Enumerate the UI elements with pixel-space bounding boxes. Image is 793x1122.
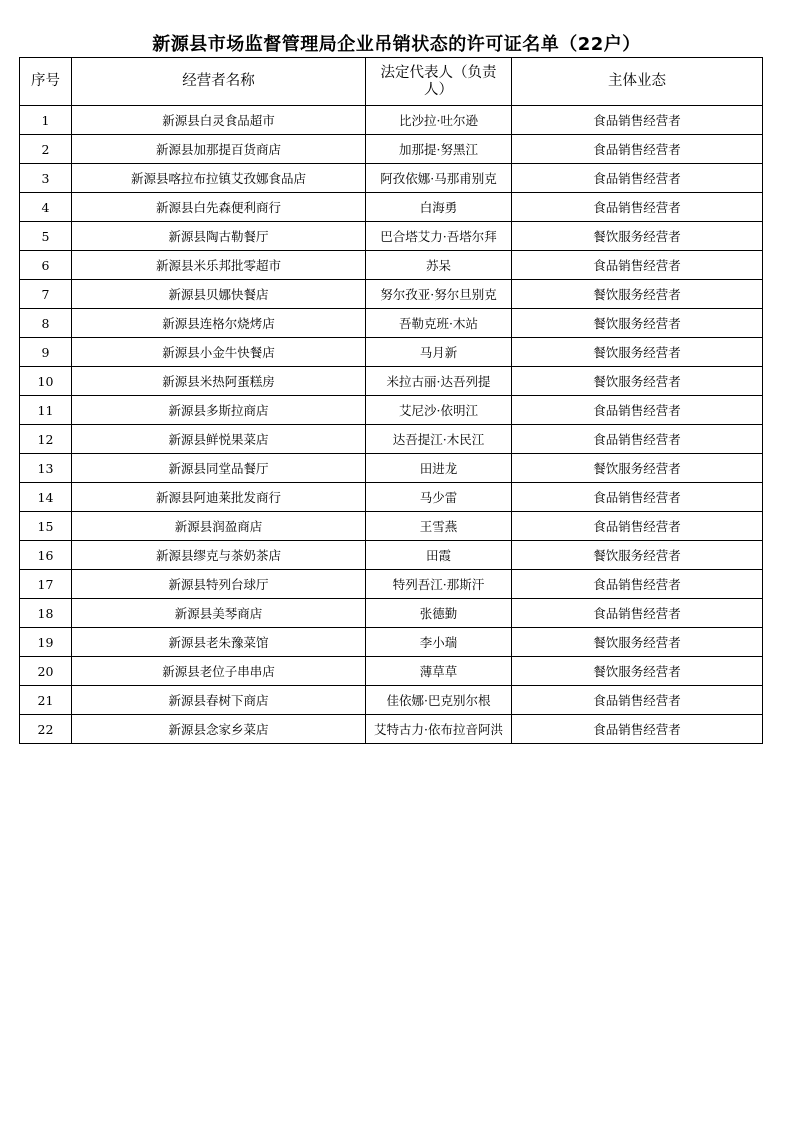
column-header-legal-representative: 法定代表人（负责人） bbox=[366, 58, 512, 106]
business-type-cell: 食品销售经营者 bbox=[512, 251, 763, 280]
business-type-cell: 餐饮服务经营者 bbox=[512, 309, 763, 338]
business-type-cell: 食品销售经营者 bbox=[512, 570, 763, 599]
row-index-cell: 8 bbox=[20, 309, 72, 338]
table-row bbox=[20, 657, 763, 686]
row-index-cell: 1 bbox=[20, 106, 72, 135]
legal-representative-cell: 王雪燕 bbox=[366, 512, 512, 541]
row-index-cell: 22 bbox=[20, 715, 72, 744]
row-index-cell: 4 bbox=[20, 193, 72, 222]
legal-representative-cell: 马少雷 bbox=[366, 483, 512, 512]
business-type-cell: 食品销售经营者 bbox=[512, 193, 763, 222]
business-type-cell: 食品销售经营者 bbox=[512, 106, 763, 135]
table-row bbox=[20, 309, 763, 338]
business-type-cell: 食品销售经营者 bbox=[512, 715, 763, 744]
legal-representative-cell: 努尔孜亚·努尔旦别克 bbox=[366, 280, 512, 309]
row-index-cell: 7 bbox=[20, 280, 72, 309]
operator-name-cell: 新源县陶古勒餐厅 bbox=[72, 222, 366, 251]
table-row bbox=[20, 425, 763, 454]
legal-representative-cell: 阿孜依娜·马那甫别克 bbox=[366, 164, 512, 193]
business-type-cell: 食品销售经营者 bbox=[512, 425, 763, 454]
business-type-cell: 食品销售经营者 bbox=[512, 512, 763, 541]
row-index-cell: 14 bbox=[20, 483, 72, 512]
table-row bbox=[20, 193, 763, 222]
table-row bbox=[20, 164, 763, 193]
business-type-cell: 餐饮服务经营者 bbox=[512, 338, 763, 367]
operator-name-cell: 新源县缪克与茶奶茶店 bbox=[72, 541, 366, 570]
operator-name-cell: 新源县白先森便利商行 bbox=[72, 193, 366, 222]
column-header-index: 序号 bbox=[20, 58, 72, 106]
operator-name-cell: 新源县鲜悦果菜店 bbox=[72, 425, 366, 454]
operator-name-cell: 新源县多斯拉商店 bbox=[72, 396, 366, 425]
legal-representative-cell: 比沙拉·吐尔逊 bbox=[366, 106, 512, 135]
business-type-cell: 餐饮服务经营者 bbox=[512, 541, 763, 570]
business-type-cell: 食品销售经营者 bbox=[512, 135, 763, 164]
column-header-business-type: 主体业态 bbox=[512, 58, 763, 106]
legal-representative-cell: 达吾提江·木民江 bbox=[366, 425, 512, 454]
legal-representative-cell: 马月新 bbox=[366, 338, 512, 367]
table-row bbox=[20, 512, 763, 541]
legal-representative-cell: 特列吾江·那斯汗 bbox=[366, 570, 512, 599]
business-type-cell: 餐饮服务经营者 bbox=[512, 280, 763, 309]
legal-representative-cell: 巴合塔艾力·吾塔尔拜 bbox=[366, 222, 512, 251]
business-type-cell: 餐饮服务经营者 bbox=[512, 628, 763, 657]
table-row bbox=[20, 135, 763, 164]
row-index-cell: 11 bbox=[20, 396, 72, 425]
column-header-operator-name: 经营者名称 bbox=[72, 58, 366, 106]
operator-name-cell: 新源县阿迪莱批发商行 bbox=[72, 483, 366, 512]
operator-name-cell: 新源县特列台球厅 bbox=[72, 570, 366, 599]
operator-name-cell: 新源县白灵食品超市 bbox=[72, 106, 366, 135]
operator-name-cell: 新源县美琴商店 bbox=[72, 599, 366, 628]
operator-name-cell: 新源县老朱豫菜馆 bbox=[72, 628, 366, 657]
row-index-cell: 18 bbox=[20, 599, 72, 628]
row-index-cell: 16 bbox=[20, 541, 72, 570]
row-index-cell: 19 bbox=[20, 628, 72, 657]
business-type-cell: 餐饮服务经营者 bbox=[512, 657, 763, 686]
operator-name-cell: 新源县米热阿蛋糕房 bbox=[72, 367, 366, 396]
operator-name-cell: 新源县春树下商店 bbox=[72, 686, 366, 715]
row-index-cell: 12 bbox=[20, 425, 72, 454]
table-row bbox=[20, 338, 763, 367]
business-type-cell: 食品销售经营者 bbox=[512, 483, 763, 512]
table-row bbox=[20, 483, 763, 512]
table-row bbox=[20, 106, 763, 135]
business-type-cell: 餐饮服务经营者 bbox=[512, 454, 763, 483]
table-row bbox=[20, 222, 763, 251]
legal-representative-cell: 艾尼沙·依明江 bbox=[366, 396, 512, 425]
row-index-cell: 9 bbox=[20, 338, 72, 367]
row-index-cell: 10 bbox=[20, 367, 72, 396]
operator-name-cell: 新源县贝娜快餐店 bbox=[72, 280, 366, 309]
license-table bbox=[19, 57, 763, 744]
business-type-cell: 餐饮服务经营者 bbox=[512, 367, 763, 396]
legal-representative-cell: 田进龙 bbox=[366, 454, 512, 483]
page-title: 新源县市场监督管理局企业吊销状态的许可证名单（22户） bbox=[152, 34, 641, 55]
business-type-cell: 食品销售经营者 bbox=[512, 396, 763, 425]
table-row bbox=[20, 628, 763, 657]
table-row bbox=[20, 570, 763, 599]
legal-representative-cell: 苏呆 bbox=[366, 251, 512, 280]
table-body bbox=[20, 106, 763, 744]
legal-representative-cell: 加那提·努黑江 bbox=[366, 135, 512, 164]
business-type-cell: 食品销售经营者 bbox=[512, 164, 763, 193]
operator-name-cell: 新源县连格尔烧烤店 bbox=[72, 309, 366, 338]
table-row bbox=[20, 599, 763, 628]
operator-name-cell: 新源县念家乡菜店 bbox=[72, 715, 366, 744]
table-row bbox=[20, 454, 763, 483]
row-index-cell: 20 bbox=[20, 657, 72, 686]
legal-representative-cell: 田霞 bbox=[366, 541, 512, 570]
row-index-cell: 5 bbox=[20, 222, 72, 251]
operator-name-cell: 新源县喀拉布拉镇艾孜娜食品店 bbox=[72, 164, 366, 193]
operator-name-cell: 新源县加那提百货商店 bbox=[72, 135, 366, 164]
operator-name-cell: 新源县老位子串串店 bbox=[72, 657, 366, 686]
legal-representative-cell: 张德勤 bbox=[366, 599, 512, 628]
table-row bbox=[20, 686, 763, 715]
row-index-cell: 17 bbox=[20, 570, 72, 599]
row-index-cell: 15 bbox=[20, 512, 72, 541]
operator-name-cell: 新源县米乐邦批零超市 bbox=[72, 251, 366, 280]
legal-representative-cell: 吾勒克班·木站 bbox=[366, 309, 512, 338]
row-index-cell: 3 bbox=[20, 164, 72, 193]
legal-representative-cell: 薄草草 bbox=[366, 657, 512, 686]
row-index-cell: 13 bbox=[20, 454, 72, 483]
row-index-cell: 21 bbox=[20, 686, 72, 715]
table-header-row bbox=[20, 58, 763, 106]
business-type-cell: 食品销售经营者 bbox=[512, 686, 763, 715]
legal-representative-cell: 白海勇 bbox=[366, 193, 512, 222]
row-index-cell: 2 bbox=[20, 135, 72, 164]
table-row bbox=[20, 280, 763, 309]
legal-representative-cell: 李小瑞 bbox=[366, 628, 512, 657]
business-type-cell: 餐饮服务经营者 bbox=[512, 222, 763, 251]
table-row bbox=[20, 715, 763, 744]
table-row bbox=[20, 541, 763, 570]
operator-name-cell: 新源县同堂品餐厅 bbox=[72, 454, 366, 483]
operator-name-cell: 新源县润盈商店 bbox=[72, 512, 366, 541]
legal-representative-cell: 米拉古丽·达吾列提 bbox=[366, 367, 512, 396]
business-type-cell: 食品销售经营者 bbox=[512, 599, 763, 628]
legal-representative-cell: 艾特古力·依布拉音阿洪 bbox=[366, 715, 512, 744]
operator-name-cell: 新源县小金牛快餐店 bbox=[72, 338, 366, 367]
table-row bbox=[20, 367, 763, 396]
row-index-cell: 6 bbox=[20, 251, 72, 280]
legal-representative-cell: 佳依娜·巴克别尔根 bbox=[366, 686, 512, 715]
table-row bbox=[20, 396, 763, 425]
table-row bbox=[20, 251, 763, 280]
